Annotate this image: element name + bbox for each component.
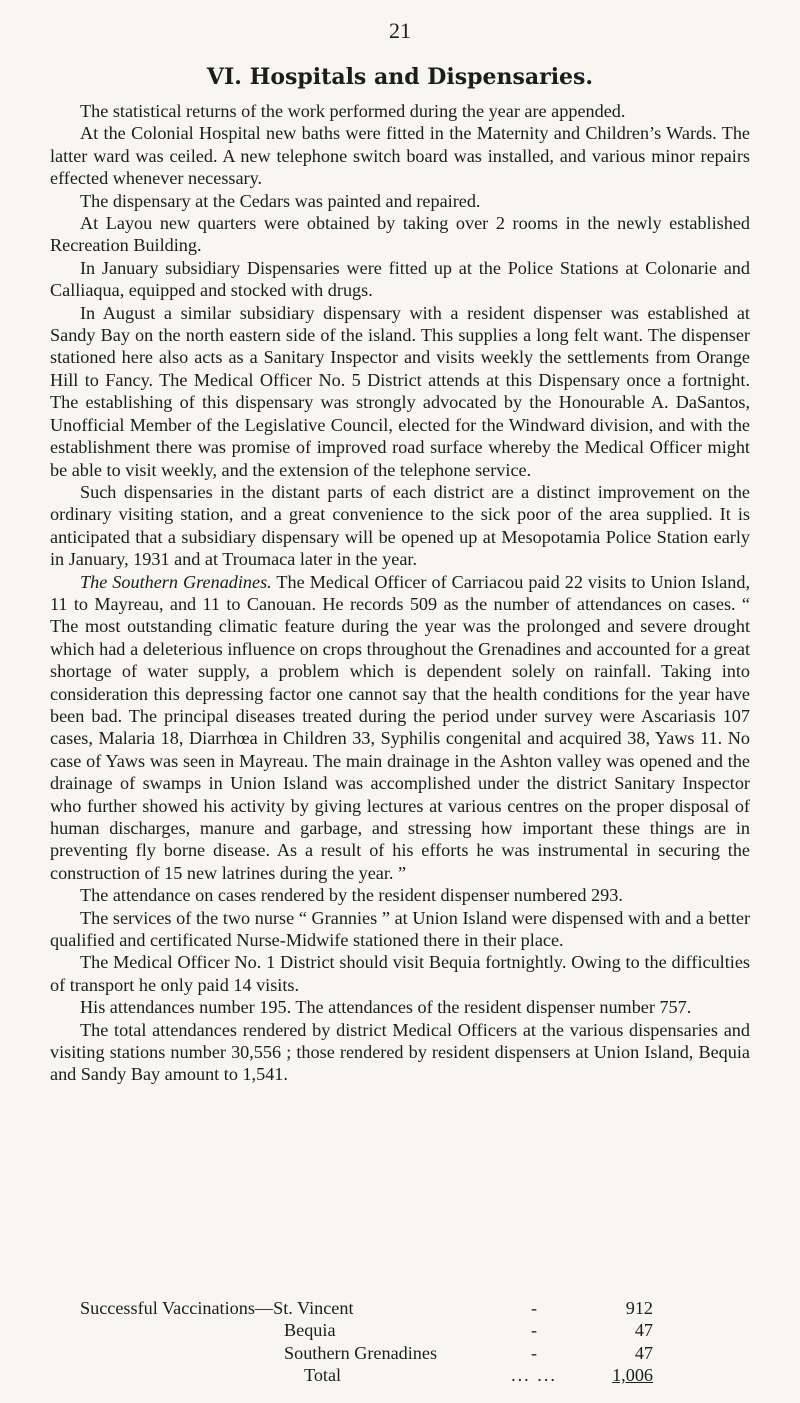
paragraph: In January subsidiary Dispensaries were fitted up at the Police Stations at Colonarie and Calliaqua, equipped and stocked with drugs. [50, 257, 750, 301]
paragraph: In August a similar subsidiary dispensary with a resident dispenser was established at Sandy Bay on the north eastern side of the island. This supplies a long felt want. The dispenser stationed here also acts as a Sanitary Inspector and visits weekly the settlements from Orange Hill to Fancy. The Medical Officer No. 5 District attends at this Dispensary once a fortnight. The establishing of this dispensary was strongly advocated by the Honourable A. DaSantos, Unofficial Member of the Legislative Council, elected for the Windward division, and with the establishment there was promise of improved road surface whereby the Medical Officer might be able to visit weekly, and the extension of the telephone service. [50, 302, 750, 480]
vaccinations-row [80, 1342, 680, 1364]
paragraph: Such dispensaries in the distant parts of each district are a distinct improvement on the ordinary visiting station, and a great convenience to the sick poor of the area supplied. It is anticipated that a subsidiary dispensary will be opened up at Mesopotamia Police Station early in January, 1931 and at Troumaca later in the year. [50, 481, 750, 570]
vaccinations-name: Southern Grenadines [284, 1342, 438, 1363]
dash: - [530, 1298, 538, 1318]
vaccinations-value: 47 [634, 1342, 653, 1363]
vaccinations-row [80, 1319, 680, 1341]
vaccinations-value: 912 [625, 1298, 653, 1318]
dash: - [530, 1342, 538, 1363]
total-value: 1,006 [612, 1365, 653, 1386]
body-text [50, 100, 750, 1086]
paragraph: The attendance on cases rendered by the resident dispenser numbered 293. [80, 885, 623, 906]
paragraph: At the Colonial Hospital new baths were fitted in the Maternity and Children’s Wards. The latter ward was ceiled. A new telephone switch board was installed, and various minor repairs effected whenever necessary. [50, 123, 750, 189]
page-number: 21 [389, 18, 411, 43]
vaccinations-name: Bequia [284, 1320, 336, 1341]
vaccinations-table [80, 1297, 680, 1387]
vaccinations-value: 47 [634, 1320, 653, 1341]
paragraph: The total attendances rendered by district Medical Officers at the various dispensaries and visiting stations number 30,556 ; those rendered by resident dispensers at Union Island, Bequia and Sandy Bay amount to 1,541. [50, 1019, 750, 1085]
paragraph: The Medical Officer No. 1 District should visit Bequia fortnightly. Owing to the difficulties of transport he only paid 14 visits. [50, 952, 750, 995]
vaccinations-row [80, 1297, 680, 1319]
dash: - [530, 1320, 538, 1341]
grenadines-text: The Medical Officer of Carriacou paid 22 visits to Union Island, 11 to Mayreau, and 11 to Canouan. He records 509 as the number of attendances on cases. “ The most outstanding climatic feature during the year was the prolonged and severe drought which had a deleterious influence on crops throughout the Grenadines and accounted for a great shortage of water supply, a problem which is dependent solely on rainfall. Taking into consideration this depressing factor one cannot say that the health conditions for the year have been bad. The principal diseases treated during the period under survey were Ascariasis 107 cases, Malaria 18, Diarrhœa in Children 33, Syphilis congenital and acquired 38, Yaws 11. No case of Yaws was seen in Mayreau. The main drainage in the Ashton valley was opened and the drainage of swamps in Union Island was accomplished under the district Sanitary Inspector who further showed his activity by giving lectures at various centres on the proper disposal of human discharges, manure and garbage, and stressing how important these things are in preventing fly borne disease. As a result of his efforts he was instrumental in securing the construction of 15 new latrines during the year. ” [50, 571, 750, 883]
paragraph: The statistical returns of the work performed during the year are appended. [80, 101, 626, 121]
vaccinations-total-row [80, 1364, 680, 1386]
total-label: Total [304, 1365, 342, 1386]
paragraph: The dispensary at the Cedars was painted and repaired. [80, 190, 481, 211]
vaccinations-label: Successful Vaccinations—St. Vincent [80, 1298, 354, 1318]
grenadines-paragraph [50, 571, 750, 885]
section-heading: VI. Hospitals and Dispensaries. [206, 64, 594, 90]
paragraph: At Layou new quarters were obtained by taking over 2 rooms in the newly established Recreation Building. [50, 213, 750, 256]
total-dots: ... ... [511, 1365, 557, 1386]
paragraph: The services of the two nurse “ Grannies ” at Union Island were dispensed with and a better qualified and certificated Nurse-Midwife stationed there in their place. [50, 907, 750, 951]
grenadines-title: The Southern Grenadines. [80, 571, 272, 592]
paragraph: His attendances number 195. The attendances of the resident dispenser number 757. [80, 997, 692, 1018]
